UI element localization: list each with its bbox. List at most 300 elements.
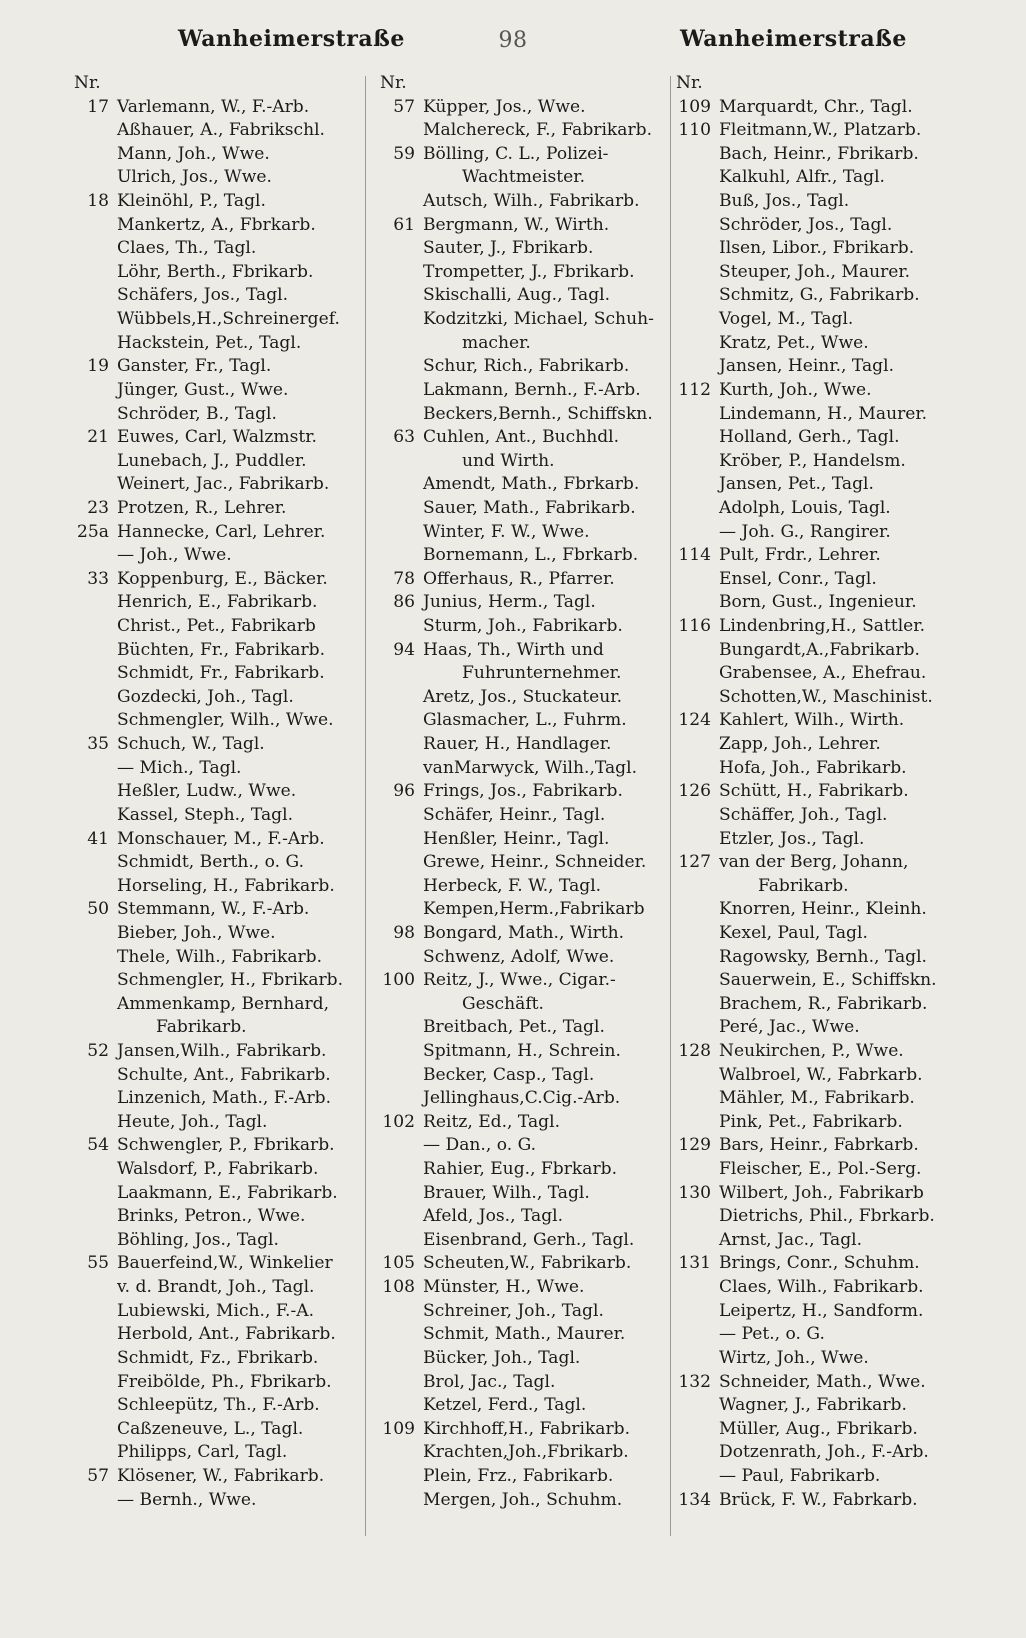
directory-entry <box>380 1441 666 1465</box>
resident-entry: Holland, Gerh., Tagl. <box>719 427 900 448</box>
directory-entry <box>380 1064 666 1088</box>
resident-entry: Cuhlen, Ant., Buchhdl. <box>423 427 620 448</box>
resident-entry: Henrich, E., Fabrikarb. <box>117 592 318 613</box>
resident-entry: Ketzel, Ferd., Tagl. <box>423 1395 587 1416</box>
resident-entry: Schur, Rich., Fabrikarb. <box>423 356 630 377</box>
directory-entry <box>380 1111 666 1135</box>
resident-entry: Schuch, W., Tagl. <box>117 734 265 755</box>
resident-entry: Schwengler, P., Fbrikarb. <box>117 1135 335 1156</box>
resident-entry: Skischalli, Aug., Tagl. <box>423 285 611 306</box>
directory-entry <box>676 190 974 214</box>
directory-entry <box>676 544 974 568</box>
directory-entry <box>380 143 666 167</box>
directory-entry <box>74 1465 354 1489</box>
resident-entry: Herbold, Ant., Fabrikarb. <box>117 1324 336 1345</box>
resident-entry: Wübbels,H.,Schreinergef. <box>117 309 340 330</box>
resident-entry: Schmidt, Fr., Fabrikarb. <box>117 663 325 684</box>
running-head-right: Wanheimerstraße <box>680 26 907 52</box>
directory-entry <box>676 1300 974 1324</box>
resident-entry: Schreiner, Joh., Tagl. <box>423 1300 604 1321</box>
directory-entry <box>74 828 354 852</box>
directory-entry <box>676 922 974 946</box>
resident-entry: Euwes, Carl, Walzmstr. <box>117 427 317 448</box>
resident-entry: Kleinöhl, P., Tagl. <box>117 191 266 212</box>
directory-entry <box>676 851 974 875</box>
directory-entry <box>676 96 974 120</box>
resident-entry: Philipps, Carl, Tagl. <box>117 1442 288 1463</box>
resident-entry: Bücker, Joh., Tagl. <box>423 1347 581 1368</box>
resident-entry: Krachten,Joh.,Fbrikarb. <box>423 1442 629 1463</box>
directory-entry <box>676 875 974 899</box>
directory-entry <box>380 1394 666 1418</box>
resident-entry: Aßhauer, A., Fabrikschl. <box>117 120 325 141</box>
resident-entry: Böhling, Jos., Tagl. <box>117 1229 279 1250</box>
resident-entry: Dotzenrath, Joh., F.-Arb. <box>719 1442 929 1463</box>
resident-entry: Claes, Th., Tagl. <box>117 238 257 259</box>
directory-entry <box>380 875 666 899</box>
house-number: 134 <box>678 1489 711 1510</box>
directory-entry <box>74 1158 354 1182</box>
column-header <box>74 72 354 96</box>
directory-entry <box>676 969 974 993</box>
directory-entry <box>380 1087 666 1111</box>
resident-entry: Offerhaus, R., Pfarrer. <box>423 568 615 589</box>
resident-entry: Wagner, J., Fabrikarb. <box>719 1395 907 1416</box>
resident-entry: Küpper, Jos., Wwe. <box>423 96 586 117</box>
resident-entry: Mähler, M., Fabrikarb. <box>719 1088 915 1109</box>
directory-entry <box>380 166 666 190</box>
resident-entry: Reitz, Ed., Tagl. <box>423 1111 561 1132</box>
house-number: 130 <box>678 1182 711 1203</box>
directory-entry <box>676 1276 974 1300</box>
resident-entry: Varlemann, W., F.-Arb. <box>117 96 310 117</box>
resident-entry: Walbroel, W., Fabrkarb. <box>719 1064 923 1085</box>
directory-entry <box>74 946 354 970</box>
house-number: 105 <box>382 1253 415 1274</box>
directory-entry <box>380 1465 666 1489</box>
directory-entry <box>380 237 666 261</box>
directory-entry <box>74 426 354 450</box>
directory-entry <box>676 946 974 970</box>
house-number: 19 <box>87 356 109 377</box>
directory-entry <box>380 521 666 545</box>
directory-entry <box>676 403 974 427</box>
resident-entry: Stemmann, W., F.-Arb. <box>117 899 310 920</box>
directory-entry <box>74 379 354 403</box>
resident-entry: Schmengler, H., Fbrikarb. <box>117 970 344 991</box>
resident-entry: Bergmann, W., Wirth. <box>423 214 610 235</box>
directory-entry <box>74 851 354 875</box>
house-number: 86 <box>393 592 415 613</box>
house-number: 59 <box>393 143 415 164</box>
directory-entry <box>74 591 354 615</box>
resident-entry: Ilsen, Libor., Fbrikarb. <box>719 238 915 259</box>
resident-entry: Brachem, R., Fabrikarb. <box>719 993 928 1014</box>
directory-entry <box>380 922 666 946</box>
directory-entry <box>74 261 354 285</box>
resident-entry: Ensel, Conr., Tagl. <box>719 568 877 589</box>
directory-entry <box>380 190 666 214</box>
house-number: 132 <box>678 1371 711 1392</box>
directory-entry <box>676 1229 974 1253</box>
directory-entry <box>380 615 666 639</box>
resident-entry: Herbeck, F. W., Tagl. <box>423 875 602 896</box>
directory-entry <box>676 615 974 639</box>
resident-entry: Bach, Heinr., Fbrikarb. <box>719 143 919 164</box>
directory-entry <box>380 1182 666 1206</box>
directory-entry <box>74 166 354 190</box>
entry-continuation: Fabrikarb. <box>156 1017 247 1038</box>
resident-entry: Knorren, Heinr., Kleinh. <box>719 899 927 920</box>
directory-entry <box>380 591 666 615</box>
house-number: 116 <box>678 616 711 637</box>
resident-entry: Peré, Jac., Wwe. <box>719 1017 860 1038</box>
directory-entry <box>676 521 974 545</box>
resident-entry: Schröder, B., Tagl. <box>117 403 277 424</box>
house-number: 126 <box>678 781 711 802</box>
directory-entry <box>676 473 974 497</box>
directory-entry <box>74 473 354 497</box>
resident-entry: Schäfer, Heinr., Tagl. <box>423 804 606 825</box>
directory-entry <box>380 119 666 143</box>
resident-entry: Kröber, P., Handelsm. <box>719 450 906 471</box>
resident-entry: Rauer, H., Handlager. <box>423 734 612 755</box>
directory-entry <box>676 166 974 190</box>
resident-entry: Kurth, Joh., Wwe. <box>719 379 872 400</box>
resident-entry: Laakmann, E., Fabrikarb. <box>117 1182 338 1203</box>
directory-entry <box>380 993 666 1017</box>
directory-entry <box>676 261 974 285</box>
directory-column-1 <box>74 72 354 1512</box>
directory-entry <box>380 969 666 993</box>
directory-entry <box>74 403 354 427</box>
resident-entry: Brinks, Petron., Wwe. <box>117 1206 306 1227</box>
house-number: 100 <box>382 970 415 991</box>
directory-entry <box>74 922 354 946</box>
directory-entry <box>380 261 666 285</box>
directory-entry <box>380 214 666 238</box>
resident-entry: Wilbert, Joh., Fabrikarb <box>719 1182 924 1203</box>
directory-entry <box>676 237 974 261</box>
resident-entry: Schäffer, Joh., Tagl. <box>719 804 888 825</box>
resident-entry: Bars, Heinr., Fabrkarb. <box>719 1135 919 1156</box>
resident-entry: — Bernh., Wwe. <box>117 1489 257 1510</box>
resident-entry: Scheuten,W., Fabrikarb. <box>423 1253 632 1274</box>
directory-entry <box>74 733 354 757</box>
directory-entry <box>676 119 974 143</box>
resident-entry: Klösener, W., Fabrikarb. <box>117 1465 325 1486</box>
directory-entry <box>380 1276 666 1300</box>
directory-entry <box>676 804 974 828</box>
resident-entry: Kodzitzki, Michael, Schuh- <box>423 309 654 330</box>
house-number: 102 <box>382 1111 415 1132</box>
directory-entry <box>676 568 974 592</box>
resident-entry: Aretz, Jos., Stuckateur. <box>423 686 623 707</box>
directory-entry <box>676 308 974 332</box>
directory-entry <box>74 1205 354 1229</box>
directory-entry <box>74 1040 354 1064</box>
directory-entry <box>380 780 666 804</box>
directory-entry <box>676 332 974 356</box>
house-number: 41 <box>87 828 109 849</box>
house-number: 52 <box>87 1040 109 1061</box>
resident-entry: Winter, F. W., Wwe. <box>423 521 590 542</box>
resident-entry: Heute, Joh., Tagl. <box>117 1111 268 1132</box>
directory-entry <box>380 497 666 521</box>
resident-entry: Bornemann, L., Fbrkarb. <box>423 545 639 566</box>
directory-entry <box>74 332 354 356</box>
resident-entry: Claes, Wilh., Fabrikarb. <box>719 1277 924 1298</box>
house-number: 35 <box>87 734 109 755</box>
house-number: 98 <box>393 922 415 943</box>
directory-entry <box>380 1489 666 1513</box>
directory-entry <box>380 1418 666 1442</box>
directory-entry <box>74 1252 354 1276</box>
resident-entry: Schmidt, Fz., Fbrikarb. <box>117 1347 319 1368</box>
resident-entry: Kirchhoff,H., Fabrikarb. <box>423 1418 631 1439</box>
resident-entry: Freibölde, Ph., Fbrikarb. <box>117 1371 332 1392</box>
resident-entry: Becker, Casp., Tagl. <box>423 1064 595 1085</box>
resident-entry: Etzler, Jos., Tagl. <box>719 828 865 849</box>
resident-entry: Fleitmann,W., Platzarb. <box>719 120 922 141</box>
directory-column-2 <box>380 72 666 1512</box>
resident-entry: Arnst, Jac., Tagl. <box>719 1229 863 1250</box>
directory-entry <box>74 639 354 663</box>
resident-entry: Brings, Conr., Schuhm. <box>719 1253 920 1274</box>
directory-entry <box>676 1252 974 1276</box>
resident-entry: Bieber, Joh., Wwe. <box>117 922 276 943</box>
house-number: 33 <box>87 568 109 589</box>
column-header <box>676 72 974 96</box>
entry-continuation: macher. <box>462 332 531 353</box>
directory-entry <box>676 1323 974 1347</box>
resident-entry: Schütt, H., Fabrikarb. <box>719 781 909 802</box>
house-number: 50 <box>87 899 109 920</box>
directory-entry <box>676 686 974 710</box>
directory-entry <box>74 450 354 474</box>
resident-entry: Frings, Jos., Fabrikarb. <box>423 781 623 802</box>
resident-entry: Lindenbring,H., Sattler. <box>719 616 926 637</box>
resident-entry: Pult, Frdr., Lehrer. <box>719 545 881 566</box>
column-divider-2 <box>670 76 671 1536</box>
resident-entry: Pink, Pet., Fabrikarb. <box>719 1111 903 1132</box>
resident-entry: Horseling, H., Fabrikarb. <box>117 875 335 896</box>
resident-entry: Junius, Herm., Tagl. <box>423 592 596 613</box>
resident-entry: Schmengler, Wilh., Wwe. <box>117 710 334 731</box>
directory-entry <box>380 426 666 450</box>
resident-entry: Autsch, Wilh., Fabrikarb. <box>423 191 640 212</box>
directory-entry <box>676 591 974 615</box>
resident-entry: Reitz, J., Wwe., Cigar.- <box>423 970 616 991</box>
directory-entry <box>676 639 974 663</box>
resident-entry: Rahier, Eug., Fbrkarb. <box>423 1159 618 1180</box>
directory-entry <box>74 898 354 922</box>
resident-entry: Bölling, C. L., Polizei- <box>423 143 609 164</box>
directory-entry <box>380 1158 666 1182</box>
directory-entry <box>380 733 666 757</box>
resident-entry: Kempen,Herm.,Fabrikarb <box>423 899 645 920</box>
resident-entry: Malchereck, F., Fabrikarb. <box>423 120 653 141</box>
resident-entry: Henßler, Heinr., Tagl. <box>423 828 610 849</box>
resident-entry: Büchten, Fr., Fabrikarb. <box>117 639 326 660</box>
house-number: 94 <box>393 639 415 660</box>
house-number: 127 <box>678 852 711 873</box>
directory-entry <box>676 379 974 403</box>
resident-entry: Hannecke, Carl, Lehrer. <box>117 521 326 542</box>
house-number: 114 <box>678 545 711 566</box>
directory-entry <box>676 143 974 167</box>
directory-entry <box>676 284 974 308</box>
entry-continuation: Fabrikarb. <box>758 875 849 896</box>
resident-entry: Ragowsky, Bernh., Tagl. <box>719 946 927 967</box>
resident-entry: Jansen, Pet., Tagl. <box>719 474 874 495</box>
directory-entry <box>380 544 666 568</box>
directory-entry <box>74 1489 354 1513</box>
house-number: 54 <box>87 1135 109 1156</box>
column-header-label: Nr. <box>676 73 703 93</box>
resident-entry: Thele, Wilh., Fabrikarb. <box>117 946 323 967</box>
directory-entry <box>74 1229 354 1253</box>
directory-entry <box>380 851 666 875</box>
resident-entry: Schmit, Math., Maurer. <box>423 1324 626 1345</box>
column-divider-1 <box>365 76 366 1536</box>
resident-entry: Schmitz, G., Fabrikarb. <box>719 285 920 306</box>
directory-entry <box>380 379 666 403</box>
resident-entry: Plein, Frz., Fabrikarb. <box>423 1465 614 1486</box>
directory-entry <box>74 214 354 238</box>
directory-entry <box>380 332 666 356</box>
directory-entry <box>676 1205 974 1229</box>
directory-entry <box>676 1418 974 1442</box>
directory-entry <box>74 143 354 167</box>
directory-entry <box>676 214 974 238</box>
resident-entry: Adolph, Louis, Tagl. <box>719 497 891 518</box>
resident-entry: Hofa, Joh., Fabrikarb. <box>719 757 907 778</box>
directory-entry <box>380 1016 666 1040</box>
directory-entry <box>74 308 354 332</box>
resident-entry: Schäfers, Jos., Tagl. <box>117 285 289 306</box>
directory-entry <box>74 96 354 120</box>
directory-entry <box>74 1323 354 1347</box>
resident-entry: Schmidt, Berth., o. G. <box>117 852 305 873</box>
directory-entry <box>74 1371 354 1395</box>
resident-entry: Walsdorf, P., Fabrikarb. <box>117 1159 319 1180</box>
resident-entry: Gozdecki, Joh., Tagl. <box>117 686 294 707</box>
resident-entry: — Mich., Tagl. <box>117 757 242 778</box>
directory-entry <box>676 1347 974 1371</box>
directory-entry <box>74 875 354 899</box>
resident-entry: Linzenich, Math., F.-Arb. <box>117 1088 332 1109</box>
directory-entry <box>74 1016 354 1040</box>
directory-entry <box>380 96 666 120</box>
entry-continuation: Wachtmeister. <box>462 167 586 188</box>
directory-entry <box>676 828 974 852</box>
resident-entry: Vogel, M., Tagl. <box>719 309 854 330</box>
resident-entry: Kahlert, Wilh., Wirth. <box>719 710 905 731</box>
house-number: 18 <box>87 191 109 212</box>
directory-entry <box>676 1489 974 1513</box>
directory-entry <box>676 1111 974 1135</box>
directory-entry <box>380 284 666 308</box>
resident-entry: Ganster, Fr., Tagl. <box>117 356 272 377</box>
resident-entry: — Joh., Wwe. <box>117 545 232 566</box>
directory-entry <box>74 521 354 545</box>
resident-entry: Schleepütz, Th., F.-Arb. <box>117 1395 320 1416</box>
directory-entry <box>74 686 354 710</box>
directory-entry <box>74 969 354 993</box>
resident-entry: Buß, Jos., Tagl. <box>719 191 850 212</box>
directory-entry <box>74 284 354 308</box>
directory-entry <box>74 757 354 781</box>
resident-entry: Marquardt, Chr., Tagl. <box>719 96 913 117</box>
column-header-label: Nr. <box>74 73 101 93</box>
house-number: 124 <box>678 710 711 731</box>
resident-entry: Koppenburg, E., Bäcker. <box>117 568 328 589</box>
resident-entry: Steuper, Joh., Maurer. <box>719 261 911 282</box>
resident-entry: Haas, Th., Wirth und <box>423 639 604 660</box>
resident-entry: Ulrich, Jos., Wwe. <box>117 167 272 188</box>
directory-entry <box>380 757 666 781</box>
directory-entry <box>380 1347 666 1371</box>
resident-entry: Kalkuhl, Alfr., Tagl. <box>719 167 885 188</box>
directory-column-3 <box>676 72 974 1512</box>
house-number: 131 <box>678 1253 711 1274</box>
resident-entry: Eisenbrand, Gerh., Tagl. <box>423 1229 635 1250</box>
resident-entry: Grewe, Heinr., Schneider. <box>423 852 647 873</box>
directory-entry <box>74 1347 354 1371</box>
directory-entry <box>676 1182 974 1206</box>
entry-continuation: Fuhrunternehmer. <box>462 663 622 684</box>
directory-entry <box>676 780 974 804</box>
directory-entry <box>676 1465 974 1489</box>
house-number: 96 <box>393 781 415 802</box>
house-number: 109 <box>382 1418 415 1439</box>
resident-entry: Leipertz, H., Sandform. <box>719 1300 924 1321</box>
directory-entry <box>676 1134 974 1158</box>
house-number: 23 <box>87 497 109 518</box>
resident-entry: Bauerfeind,W., Winkelier <box>117 1253 333 1274</box>
directory-entry <box>74 1111 354 1135</box>
directory-entry <box>74 1182 354 1206</box>
house-number: 57 <box>87 1465 109 1486</box>
resident-entry: Kassel, Steph., Tagl. <box>117 804 294 825</box>
directory-entry <box>74 1394 354 1418</box>
resident-entry: Lindemann, H., Maurer. <box>719 403 928 424</box>
directory-entry <box>676 709 974 733</box>
resident-entry: Brol, Jac., Tagl. <box>423 1371 556 1392</box>
house-number: 78 <box>393 568 415 589</box>
directory-entry <box>380 1134 666 1158</box>
directory-entry <box>74 190 354 214</box>
directory-entry <box>676 1064 974 1088</box>
directory-entry <box>380 1300 666 1324</box>
resident-entry: Schulte, Ant., Fabrikarb. <box>117 1064 331 1085</box>
resident-entry: Brück, F. W., Fabrkarb. <box>719 1489 918 1510</box>
house-number: 21 <box>87 427 109 448</box>
resident-entry: Born, Gust., Ingenieur. <box>719 592 917 613</box>
directory-entry <box>380 898 666 922</box>
directory-entry <box>74 1134 354 1158</box>
house-number: 108 <box>382 1277 415 1298</box>
directory-entry <box>380 473 666 497</box>
directory-entry <box>380 662 666 686</box>
entry-continuation: Geschäft. <box>462 993 544 1014</box>
directory-entry <box>74 237 354 261</box>
directory-entry <box>380 568 666 592</box>
resident-entry: Mann, Joh., Wwe. <box>117 143 270 164</box>
resident-entry: Mankertz, A., Fbrkarb. <box>117 214 316 235</box>
directory-entry <box>676 898 974 922</box>
